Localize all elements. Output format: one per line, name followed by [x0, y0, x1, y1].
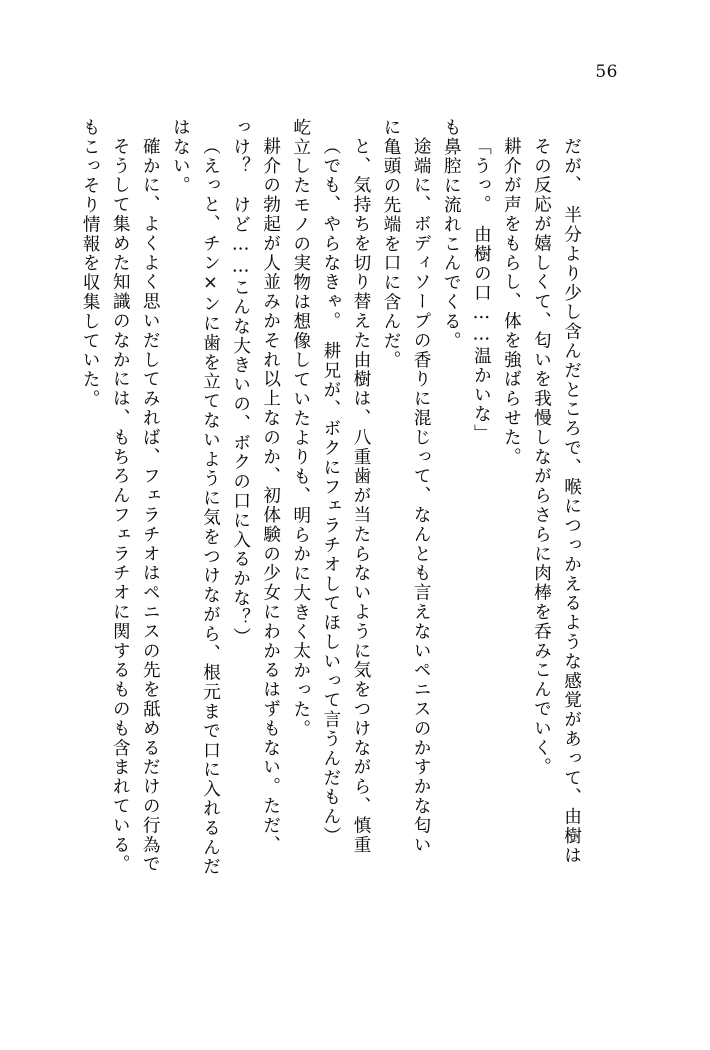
text-column: と、気持ちを切り替えた由樹は、八重歯が当たらないように気をつけながら、慎重 [350, 137, 371, 855]
page-number: 56 [595, 62, 618, 82]
vertical-text-block [68, 118, 638, 948]
text-column: 途端に、ボディソープの香りに混じって、なんとも言えないペニスのかすかな匂い [411, 137, 432, 855]
text-column: 確かに、よくよく思いだしてみれば、フェラチオはペニスの先を舐めるだけの行為で [140, 137, 161, 875]
text-column: っけ？ けど……こんな大きいの、ボクの口に入るかな？） [230, 118, 251, 647]
text-column: だが、 半分より少し含んだところで、喉につっかえるような感覚があって、由樹は [561, 137, 582, 866]
text-column: はない。 [170, 118, 191, 196]
text-column: もこっそり情報を収集していた。 [80, 118, 101, 409]
text-column: 耕介の勃起が人並みかそれ以上なのか、初体験の少女にわかるはずもない。ただ、 [260, 137, 281, 855]
text-column: （えっと、チン×ンに歯を立てないように気をつけながら、根元まで口に入れるんだ [200, 137, 221, 877]
text-column: も鼻腔に流れこんでくる。 [441, 118, 462, 351]
text-column: そうして集めた知識のなかには、もちろんフェラチオに関するものも含まれている。 [110, 137, 131, 875]
text-column: 「うっ。 由樹の口……温かいな」 [471, 137, 492, 444]
text-column: 屹立したモノの実物は想像していたよりも、明らかに大きく太かった。 [290, 118, 311, 739]
text-column: 耕介が声をもらし、体を強ばらせた。 [501, 137, 522, 467]
text-column: （でも、やらなきゃ。 耕兄が、ボクにフェラチオしてほしいって言うんだもん） [320, 137, 341, 847]
text-column: その反応が嬉しくて、匂いを我慢しながらさらに肉棒を呑みこんでいく。 [531, 137, 552, 778]
text-column: に亀頭の先端を口に含んだ。 [381, 118, 402, 371]
